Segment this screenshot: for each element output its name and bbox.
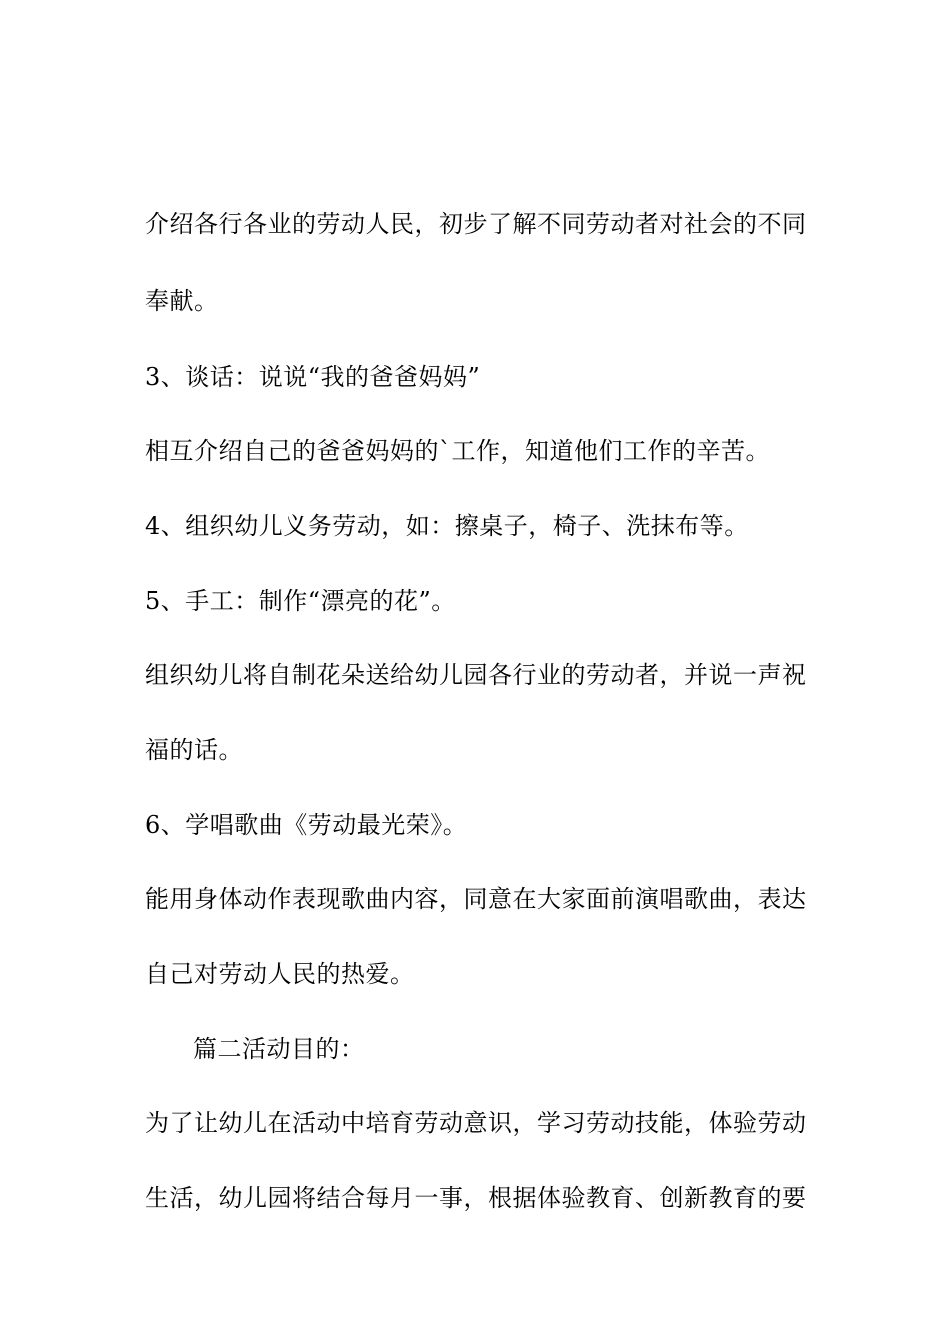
paragraph-line: 为了让幼儿在活动中培育劳动意识，学习劳动技能，体验劳动: [145, 1109, 807, 1137]
list-item-5-heading: 5、手工：制作“漂亮的花”。: [145, 587, 456, 615]
list-item-4-heading: 4、组织幼儿义务劳动，如：擦桌子，椅子、洗抹布等。: [145, 512, 749, 540]
paragraph-line: 福的话。: [145, 736, 243, 764]
list-item-3-heading: 3、谈话：说说“我的爸爸妈妈”: [145, 363, 481, 391]
list-item-6-heading: 6、学唱歌曲《劳动最光荣》。: [145, 811, 468, 839]
paragraph-line: 介绍各行各业的劳动人民，初步了解不同劳动者对社会的不同: [145, 210, 807, 238]
paragraph-line: 组织幼儿将自制花朵送给幼儿园各行业的劳动者，并说一声祝: [145, 661, 807, 689]
paragraph-line: 自己对劳动人民的热爱。: [145, 960, 415, 988]
paragraph-line: 相互介绍自己的爸爸妈妈的`工作，知道他们工作的辛苦。: [145, 437, 770, 465]
paragraph-line: 能用身体动作表现歌曲内容，同意在大家面前演唱歌曲，表达: [145, 885, 807, 913]
paragraph-line: 生活，幼儿园将结合每月一事，根据体验教育、创新教育的要: [145, 1184, 807, 1212]
paragraph-line: 奉献。: [145, 287, 219, 315]
section-heading: 篇二活动目的：: [193, 1035, 365, 1063]
